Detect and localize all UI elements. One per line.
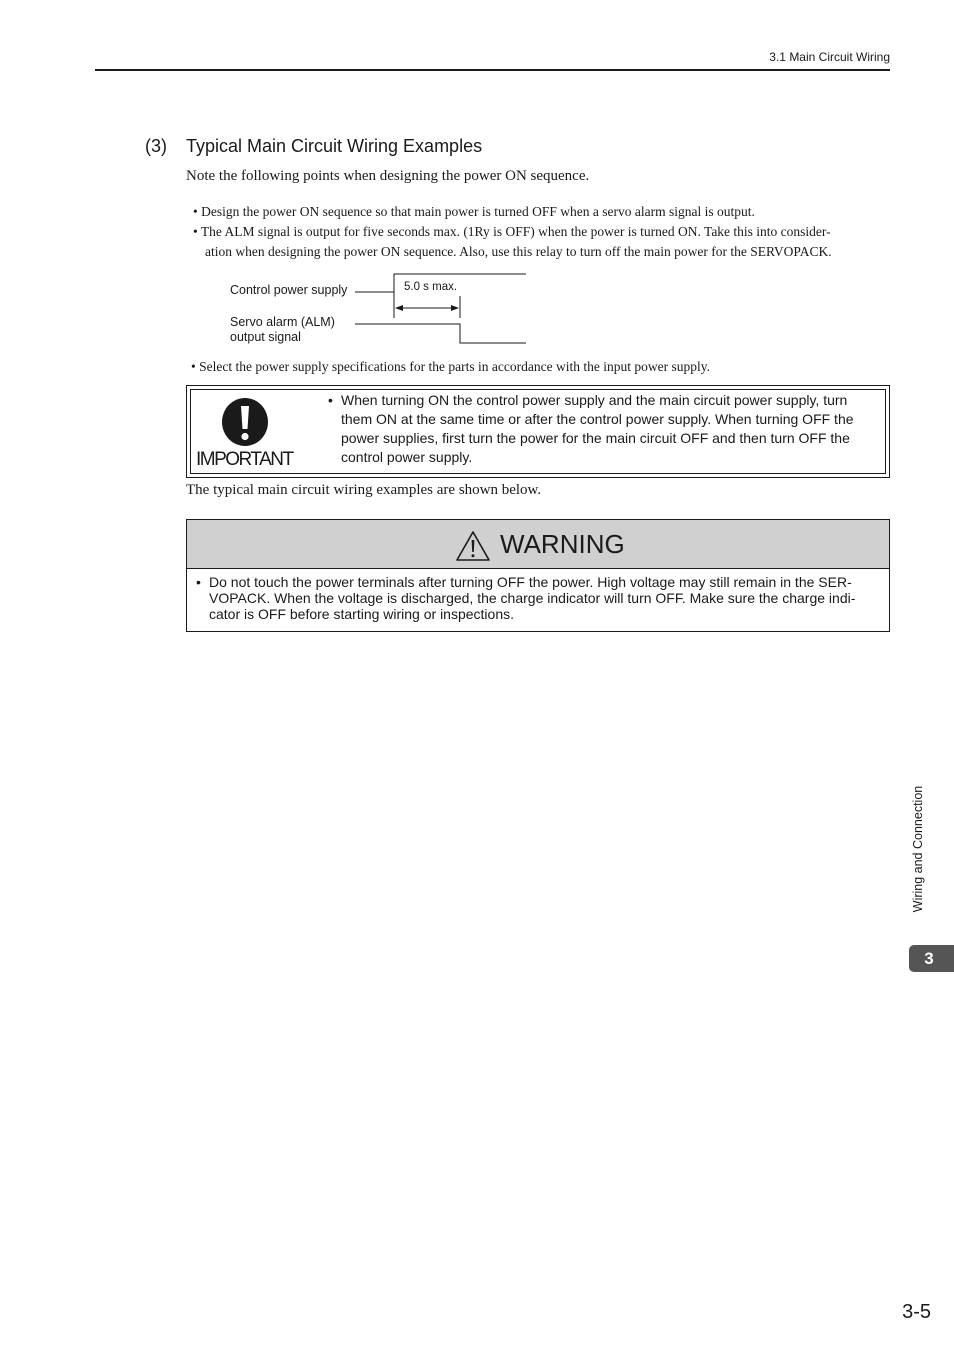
header-rule (95, 69, 890, 71)
timing-label-control-power: Control power supply (230, 283, 348, 297)
bullet-alm-signal-line1: • The ALM signal is output for five seconds max. (1Ry is OFF) when the power is turned ON. Take this into consider- (193, 224, 831, 239)
bullet-power-supply-specs: • Select the power supply specifications for the parts in accordance with the input power supply. (191, 359, 710, 374)
chapter-tab: 3 (909, 945, 954, 972)
timing-duration-label: 5.0 s max. (404, 281, 458, 293)
important-note (328, 391, 876, 467)
exclamation-circle-icon (222, 398, 268, 446)
warning-note (196, 574, 884, 622)
section-number: (3) (145, 136, 167, 156)
timing-label-servo-alarm-line1: Servo alarm (ALM) (230, 315, 335, 329)
page-number: 3-5 (902, 1301, 931, 1323)
duration-arrowhead-right (451, 305, 459, 311)
warning-text: Do not touch the power terminals after turning OFF the power. High voltage may still remain in the SER-VOPACK. When the voltage is discharged, the charge indicator will turn OFF. Make sure the charge indi-cator is OFF before starting wiring or inspections. (209, 574, 856, 622)
important-bullet: • (328, 392, 333, 408)
duration-arrowhead-left (395, 305, 403, 311)
warning-triangle-icon (455, 530, 491, 562)
section-title: Typical Main Circuit Wiring Examples (186, 136, 483, 156)
important-text: When turning ON the control power supply and the main circuit power supply, turn them ON at the same time or after the control power supply. When turning OFF the power supplies, first turn the power for the main circuit OFF and then turn OFF the control power supply. (341, 392, 854, 465)
timing-label-servo-alarm-line2: output signal (230, 330, 301, 344)
typical-examples-paragraph: The typical main circuit wiring examples are shown below. (186, 482, 542, 498)
warning-bullet: • (196, 574, 201, 590)
intro-paragraph: Note the following points when designing the power ON sequence. (186, 168, 590, 184)
side-tab-chapter-title: Wiring and Connection (911, 785, 925, 913)
running-header: 3.1 Main Circuit Wiring (769, 50, 890, 64)
important-label: IMPORTANT (196, 449, 293, 470)
bullet-alm-signal-line2: ation when designing the power ON sequence. Also, use this relay to turn off the main power for the SERVOPACK. (205, 244, 832, 259)
alarm-signal-waveform (355, 324, 526, 343)
timing-label-servo-alarm (230, 315, 335, 345)
bullet-power-on-sequence: • Design the power ON sequence so that main power is turned OFF when a servo alarm signal is output. (193, 204, 755, 219)
section-heading (145, 136, 482, 157)
warning-title: WARNING (500, 529, 625, 559)
